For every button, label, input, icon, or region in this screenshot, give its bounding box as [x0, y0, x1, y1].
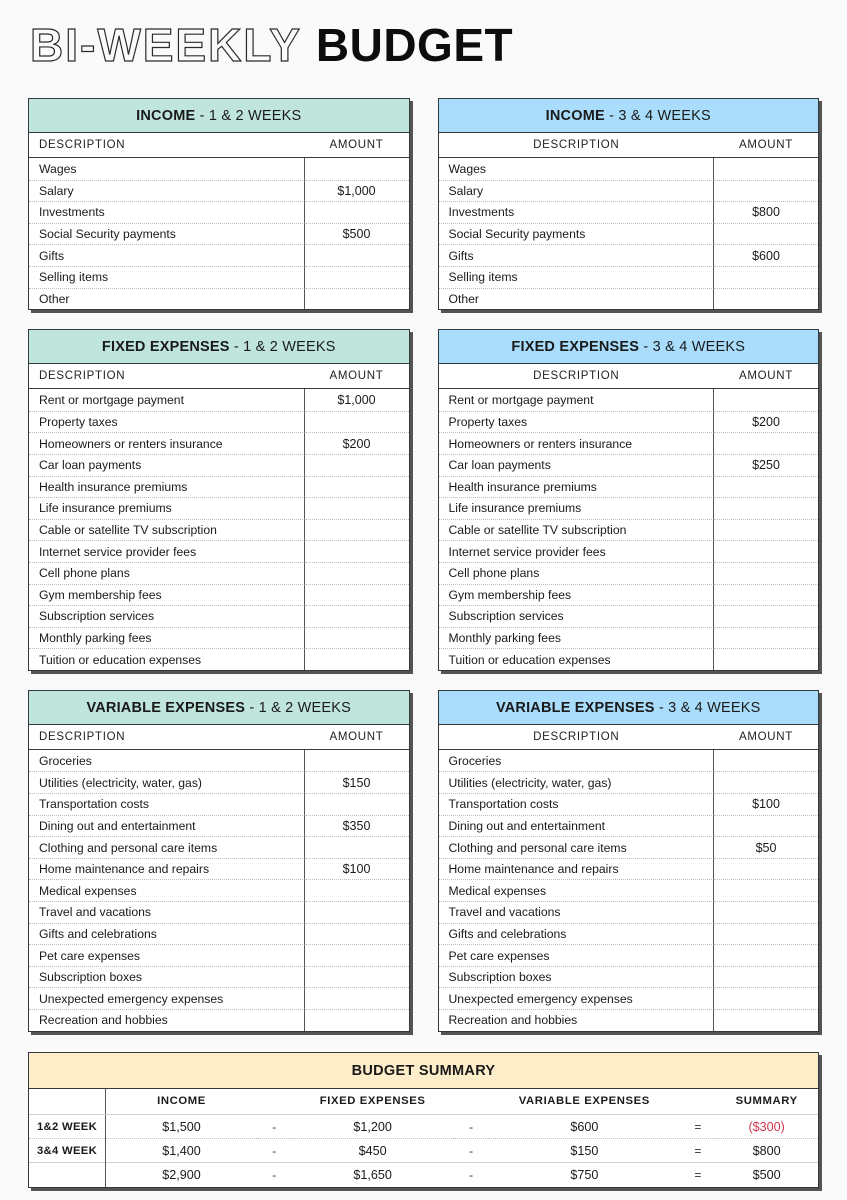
table-row: [29, 389, 409, 411]
summary-row-label: 1&2 WEEK: [29, 1115, 106, 1139]
table-row: [439, 605, 819, 627]
row-description: Gifts and celebrations: [29, 923, 305, 945]
table-row: [439, 266, 819, 288]
row-description: Investments: [439, 201, 715, 223]
column-header-amount: AMOUNT: [738, 370, 794, 383]
column-header-amount: AMOUNT: [738, 139, 794, 151]
table-row: [439, 648, 819, 670]
budget-summary-title: BUDGET SUMMARY: [29, 1053, 818, 1089]
row-description: Subscription boxes: [439, 966, 715, 988]
section-rows: [439, 389, 819, 670]
summary-operator-minus-2: -: [454, 1163, 488, 1187]
row-description: Unexpected emergency expenses: [439, 987, 715, 1009]
row-amount-input[interactable]: [305, 266, 409, 288]
summary-column-header-income: INCOME: [106, 1089, 257, 1115]
row-description: Salary: [439, 180, 715, 202]
row-description: Salary: [29, 180, 305, 202]
row-amount-input[interactable]: [714, 497, 818, 519]
section-card-fixed-3-4: [438, 329, 820, 671]
row-description: Travel and vacations: [29, 901, 305, 923]
row-description: Other: [439, 288, 715, 310]
summary-income-value[interactable]: $2,900: [106, 1163, 257, 1187]
row-description: Groceries: [29, 750, 305, 772]
row-description: Subscription services: [29, 605, 305, 627]
summary-row-label: 3&4 WEEK: [29, 1139, 106, 1163]
table-row: [29, 180, 409, 202]
table-row: [29, 497, 409, 519]
section-category: VARIABLE EXPENSES: [86, 699, 246, 716]
row-description: Recreation and hobbies: [29, 1009, 305, 1031]
summary-income-value[interactable]: $1,400: [106, 1139, 257, 1163]
column-header-description: DESCRIPTION: [533, 139, 620, 151]
row-description: Dining out and entertainment: [439, 815, 715, 837]
table-row: [29, 562, 409, 584]
section-category: INCOME: [136, 108, 196, 124]
column-header-amount: AMOUNT: [738, 730, 794, 743]
row-description: Groceries: [439, 750, 715, 772]
budget-sections-grid: [28, 98, 819, 1032]
row-description: Dining out and entertainment: [29, 815, 305, 837]
row-amount-input[interactable]: $500: [305, 223, 409, 245]
summary-operator-minus-2: -: [469, 1119, 474, 1134]
table-row: [439, 987, 819, 1009]
section-weeks: 1 & 2 WEEKS: [208, 108, 302, 124]
table-row: [439, 901, 819, 923]
row-amount-input[interactable]: [305, 158, 409, 180]
summary-operator-equals: =: [694, 1119, 702, 1134]
row-amount-input[interactable]: [714, 771, 818, 793]
section-weeks: 1 & 2 WEEKS: [258, 699, 352, 716]
column-header-description: DESCRIPTION: [39, 730, 126, 743]
row-description: Medical expenses: [439, 879, 715, 901]
summary-total-value: $800: [715, 1139, 818, 1163]
row-description: Rent or mortgage payment: [29, 389, 305, 411]
row-amount-input[interactable]: [714, 562, 818, 584]
row-amount-input[interactable]: $200: [305, 432, 409, 454]
table-row: [439, 180, 819, 202]
table-row: [29, 266, 409, 288]
section-category: INCOME: [545, 108, 605, 124]
row-amount-input[interactable]: $100: [714, 793, 818, 815]
row-amount-input[interactable]: [305, 966, 409, 988]
summary-row-label: [29, 1163, 106, 1187]
table-row: [29, 923, 409, 945]
table-row: [29, 815, 409, 837]
summary-operator-minus: -: [257, 1139, 291, 1163]
table-row: [29, 987, 409, 1009]
row-amount-input[interactable]: [305, 201, 409, 223]
section-rows: [439, 158, 819, 309]
column-header-amount: AMOUNT: [329, 139, 384, 151]
row-description: Clothing and personal care items: [29, 836, 305, 858]
summary-variable-value[interactable]: $150: [488, 1139, 680, 1163]
section-separator: -: [249, 699, 255, 716]
summary-row: [29, 1115, 818, 1139]
summary-header-spacer-2: [454, 1089, 488, 1115]
row-amount-input[interactable]: $350: [305, 815, 409, 837]
row-amount-input[interactable]: [305, 584, 409, 606]
row-amount-input[interactable]: [305, 944, 409, 966]
summary-total-value: ($300): [748, 1119, 785, 1134]
row-description: Social Security payments: [29, 223, 305, 245]
row-description: Social Security payments: [439, 223, 715, 245]
summary-fixed-value[interactable]: $450: [291, 1139, 453, 1163]
table-row: [439, 966, 819, 988]
row-amount-input[interactable]: $600: [714, 244, 818, 266]
row-amount-input[interactable]: [305, 519, 409, 541]
row-amount-input[interactable]: [714, 540, 818, 562]
section-weeks: 3 & 4 WEEKS: [652, 339, 746, 356]
row-amount-input[interactable]: $150: [305, 771, 409, 793]
row-amount-input[interactable]: [305, 476, 409, 498]
row-amount-input[interactable]: [714, 944, 818, 966]
table-row: [29, 793, 409, 815]
page-title: [30, 19, 819, 80]
row-amount-input[interactable]: [714, 627, 818, 649]
section-weeks: 3 & 4 WEEKS: [668, 699, 761, 716]
row-description: Unexpected emergency expenses: [29, 987, 305, 1009]
table-row: [439, 627, 819, 649]
row-amount-input[interactable]: [714, 266, 818, 288]
section-rows: [29, 750, 409, 1031]
row-amount-input[interactable]: [305, 836, 409, 858]
section-card-fixed-1-2: [28, 329, 410, 671]
table-row: [29, 288, 409, 310]
table-row: [29, 605, 409, 627]
row-amount-input[interactable]: [714, 223, 818, 245]
row-description: Cable or satellite TV subscription: [439, 519, 715, 541]
row-description: Cell phone plans: [439, 562, 715, 584]
table-row: [439, 771, 819, 793]
row-amount-input[interactable]: $800: [714, 201, 818, 223]
table-row: [439, 1009, 819, 1031]
row-description: Rent or mortgage payment: [439, 389, 715, 411]
row-description: Pet care expenses: [439, 944, 715, 966]
row-amount-input[interactable]: [305, 605, 409, 627]
table-row: [439, 201, 819, 223]
table-row: [439, 858, 819, 880]
column-header-amount: AMOUNT: [329, 370, 384, 383]
column-header-description: DESCRIPTION: [39, 370, 126, 383]
section-card-variable-3-4: [438, 690, 820, 1032]
section-separator: -: [658, 699, 664, 716]
table-row: [439, 944, 819, 966]
column-header-row: [439, 133, 819, 158]
table-row: [439, 519, 819, 541]
row-description: Utilities (electricity, water, gas): [439, 771, 715, 793]
summary-body: [29, 1115, 818, 1187]
row-description: Clothing and personal care items: [439, 836, 715, 858]
table-row: [29, 627, 409, 649]
summary-total-value: $500: [715, 1163, 818, 1187]
row-description: Monthly parking fees: [439, 627, 715, 649]
row-amount-input[interactable]: [305, 411, 409, 433]
row-amount-input[interactable]: [305, 987, 409, 1009]
row-amount-input[interactable]: [714, 605, 818, 627]
table-row: [29, 858, 409, 880]
row-amount-input[interactable]: [305, 562, 409, 584]
row-description: Transportation costs: [439, 793, 715, 815]
row-description: Property taxes: [439, 411, 715, 433]
section-separator: -: [609, 108, 615, 124]
column-header-amount: AMOUNT: [329, 730, 384, 743]
row-description: Subscription boxes: [29, 966, 305, 988]
row-description: Cable or satellite TV subscription: [29, 519, 305, 541]
row-amount-input[interactable]: [714, 923, 818, 945]
table-row: [439, 476, 819, 498]
section-header-income-1-2: [29, 99, 409, 133]
table-row: [439, 158, 819, 180]
summary-column-header-summary: SUMMARY: [715, 1089, 818, 1115]
table-row: [29, 476, 409, 498]
section-weeks: 3 & 4 WEEKS: [618, 108, 711, 124]
budget-summary-card: [28, 1052, 819, 1188]
row-description: Health insurance premiums: [29, 476, 305, 498]
section-header-variable-1-2: [29, 691, 409, 725]
section-rows: [29, 158, 409, 309]
section-weeks: 1 & 2 WEEKS: [243, 339, 336, 356]
summary-corner-cell: [29, 1089, 106, 1115]
row-description: Life insurance premiums: [29, 497, 305, 519]
table-row: [439, 793, 819, 815]
summary-column-header-fixed: FIXED EXPENSES: [291, 1089, 453, 1115]
table-row: [439, 389, 819, 411]
row-amount-input[interactable]: [714, 519, 818, 541]
row-description: Investments: [29, 201, 305, 223]
row-description: Car loan payments: [439, 454, 715, 476]
section-card-income-1-2: [28, 98, 410, 310]
row-amount-input[interactable]: $250: [714, 454, 818, 476]
row-description: Homeowners or renters insurance: [439, 432, 715, 454]
table-row: [29, 879, 409, 901]
row-amount-input[interactable]: $100: [305, 858, 409, 880]
table-row: [29, 584, 409, 606]
row-description: Travel and vacations: [439, 901, 715, 923]
table-row: [29, 411, 409, 433]
table-row: [439, 454, 819, 476]
table-row: [29, 944, 409, 966]
row-amount-input[interactable]: [305, 1009, 409, 1031]
row-description: Gifts: [439, 244, 715, 266]
table-row: [439, 562, 819, 584]
table-row: [439, 432, 819, 454]
summary-header-spacer-3: [680, 1089, 715, 1115]
row-description: Recreation and hobbies: [439, 1009, 715, 1031]
row-description: Selling items: [439, 266, 715, 288]
row-description: Monthly parking fees: [29, 627, 305, 649]
row-description: Selling items: [29, 266, 305, 288]
row-description: Gifts and celebrations: [439, 923, 715, 945]
summary-column-header-variable: VARIABLE EXPENSES: [488, 1089, 680, 1115]
row-amount-input[interactable]: [714, 750, 818, 772]
table-row: [439, 244, 819, 266]
summary-operator-equals: =: [680, 1163, 715, 1187]
row-description: Home maintenance and repairs: [29, 858, 305, 880]
row-amount-input[interactable]: [714, 648, 818, 670]
row-amount-input[interactable]: [305, 454, 409, 476]
table-row: [439, 411, 819, 433]
table-row: [439, 836, 819, 858]
column-header-row: [29, 364, 409, 389]
summary-operator-minus: -: [257, 1163, 291, 1187]
table-row: [29, 454, 409, 476]
row-amount-input[interactable]: [305, 923, 409, 945]
row-amount-input[interactable]: [714, 987, 818, 1009]
summary-header-spacer-1: [257, 1089, 291, 1115]
budget-summary-table: [29, 1089, 818, 1187]
page-title-outlined: BI-WEEKLY: [30, 19, 302, 71]
row-amount-input[interactable]: $1,000: [337, 392, 376, 407]
row-amount-input[interactable]: $50: [714, 836, 818, 858]
row-description: Wages: [439, 158, 715, 180]
row-description: Life insurance premiums: [439, 497, 715, 519]
row-description: Subscription services: [439, 605, 715, 627]
table-row: [439, 497, 819, 519]
row-amount-input[interactable]: [305, 244, 409, 266]
column-header-row: [29, 133, 409, 158]
section-header-fixed-1-2: [29, 330, 409, 364]
row-description: Gifts: [29, 244, 305, 266]
column-header-row: [439, 725, 819, 750]
row-amount-input[interactable]: [714, 858, 818, 880]
table-row: [29, 158, 409, 180]
row-amount-input[interactable]: $200: [714, 411, 818, 433]
row-description: Wages: [29, 158, 305, 180]
row-amount-input[interactable]: [305, 750, 409, 772]
summary-header-row: [29, 1089, 818, 1115]
row-description: Health insurance premiums: [439, 476, 715, 498]
table-row: [439, 750, 819, 772]
table-row: [439, 540, 819, 562]
row-amount-input[interactable]: [714, 389, 818, 411]
table-row: [29, 244, 409, 266]
table-row: [29, 519, 409, 541]
column-header-description: DESCRIPTION: [533, 370, 620, 383]
row-amount-input[interactable]: [714, 815, 818, 837]
row-amount-input[interactable]: [305, 879, 409, 901]
row-amount-input[interactable]: [305, 901, 409, 923]
row-description: Medical expenses: [29, 879, 305, 901]
table-row: [29, 223, 409, 245]
section-card-income-3-4: [438, 98, 820, 310]
row-amount-input[interactable]: [714, 476, 818, 498]
row-amount-input[interactable]: [714, 158, 818, 180]
row-description: Property taxes: [29, 411, 305, 433]
page-title-solid: BUDGET: [315, 19, 514, 71]
table-row: [29, 1009, 409, 1031]
row-description: Homeowners or renters insurance: [29, 432, 305, 454]
row-description: Gym membership fees: [29, 584, 305, 606]
row-amount-input[interactable]: [305, 288, 409, 310]
summary-variable-value[interactable]: $600: [570, 1119, 599, 1134]
row-description: Gym membership fees: [439, 584, 715, 606]
row-description: Transportation costs: [29, 793, 305, 815]
summary-operator-minus: -: [272, 1119, 277, 1134]
row-description: Tuition or education expenses: [439, 648, 715, 670]
row-amount-input[interactable]: [714, 432, 818, 454]
row-amount-input[interactable]: [714, 584, 818, 606]
table-row: [29, 432, 409, 454]
summary-fixed-value[interactable]: $1,200: [353, 1119, 392, 1134]
row-description: Other: [29, 288, 305, 310]
table-row: [439, 879, 819, 901]
row-amount-input[interactable]: [714, 901, 818, 923]
table-row: [439, 584, 819, 606]
section-header-income-3-4: [439, 99, 819, 133]
row-amount-input[interactable]: $1,000: [305, 180, 409, 202]
table-row: [29, 750, 409, 772]
table-row: [439, 923, 819, 945]
row-amount-input[interactable]: [305, 627, 409, 649]
row-amount-input[interactable]: [714, 180, 818, 202]
summary-operator-equals: =: [680, 1139, 715, 1163]
table-row: [439, 223, 819, 245]
row-amount-input[interactable]: [714, 966, 818, 988]
row-description: Internet service provider fees: [29, 540, 305, 562]
row-description: Utilities (electricity, water, gas): [29, 771, 305, 793]
summary-income-value[interactable]: $1,500: [162, 1119, 201, 1134]
table-row: [29, 540, 409, 562]
row-description: Tuition or education expenses: [29, 648, 305, 670]
column-header-description: DESCRIPTION: [39, 139, 126, 151]
section-category: FIXED EXPENSES: [511, 339, 640, 356]
row-amount-input[interactable]: [305, 540, 409, 562]
section-category: FIXED EXPENSES: [101, 339, 230, 356]
table-row: [439, 288, 819, 310]
summary-row: [29, 1163, 818, 1187]
table-row: [29, 836, 409, 858]
summary-row: [29, 1139, 818, 1163]
summary-variable-value[interactable]: $750: [488, 1163, 680, 1187]
section-separator: -: [199, 108, 205, 124]
table-row: [29, 648, 409, 670]
row-description: Pet care expenses: [29, 944, 305, 966]
table-row: [29, 966, 409, 988]
section-card-variable-1-2: [28, 690, 410, 1032]
row-description: Cell phone plans: [29, 562, 305, 584]
table-row: [29, 901, 409, 923]
row-description: Internet service provider fees: [439, 540, 715, 562]
row-amount-input[interactable]: [714, 879, 818, 901]
column-header-description: DESCRIPTION: [533, 730, 620, 743]
section-header-fixed-3-4: [439, 330, 819, 364]
column-header-row: [29, 725, 409, 750]
summary-operator-minus-2: -: [454, 1139, 488, 1163]
row-amount-input[interactable]: [305, 648, 409, 670]
table-row: [29, 771, 409, 793]
row-amount-input[interactable]: [305, 793, 409, 815]
section-header-variable-3-4: [439, 691, 819, 725]
row-description: Car loan payments: [29, 454, 305, 476]
section-separator: -: [233, 339, 239, 356]
table-row: [29, 201, 409, 223]
summary-fixed-value[interactable]: $1,650: [291, 1163, 453, 1187]
row-amount-input[interactable]: [714, 1009, 818, 1031]
section-rows: [29, 389, 409, 670]
row-amount-input[interactable]: [714, 288, 818, 310]
table-row: [439, 815, 819, 837]
section-category: VARIABLE EXPENSES: [495, 699, 655, 716]
section-rows: [439, 750, 819, 1031]
column-header-row: [439, 364, 819, 389]
row-description: Home maintenance and repairs: [439, 858, 715, 880]
section-separator: -: [643, 339, 649, 356]
row-amount-input[interactable]: [305, 497, 409, 519]
